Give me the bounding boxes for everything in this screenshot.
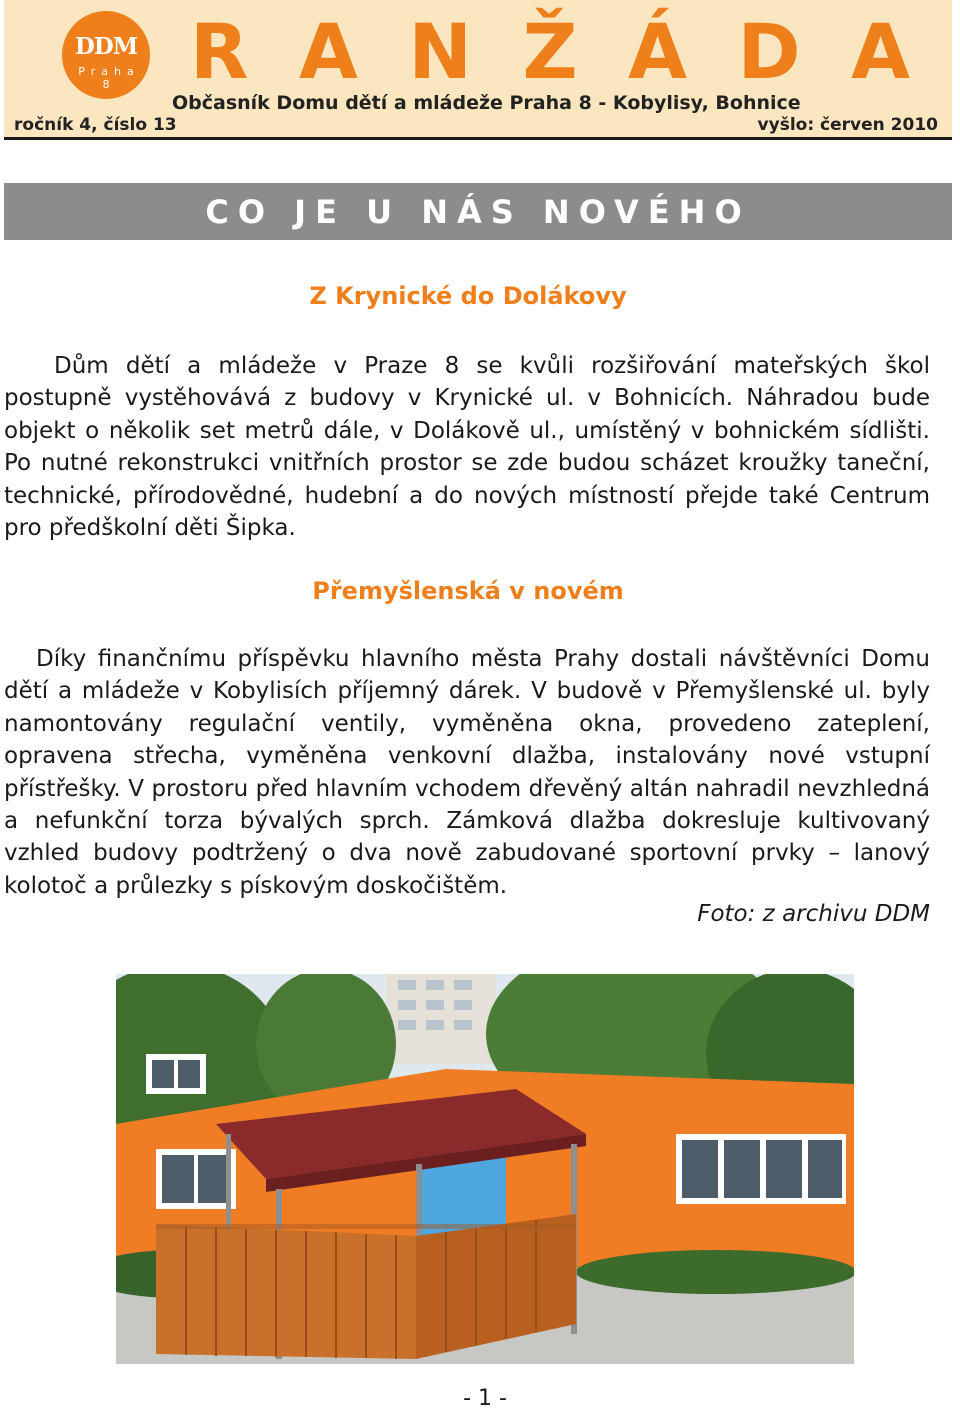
- title-letter: N: [408, 7, 472, 96]
- building-photo: [116, 974, 854, 1364]
- title-letter: A: [851, 7, 910, 96]
- logo-subtext: Praha 8: [78, 65, 140, 91]
- newsletter-subtitle: Občasník Domu dětí a mládeže Praha 8 - Kobylisy, Bohnice: [172, 92, 801, 114]
- title-letter: Ž: [522, 7, 578, 96]
- logo-text: DDM: [74, 33, 138, 60]
- newsletter-title: [190, 7, 910, 96]
- article-heading-premyslenska: Přemyšlenská v novém: [312, 577, 624, 605]
- photo-credit: Foto: z archivu DDM: [697, 901, 930, 927]
- masthead: [4, 0, 952, 140]
- publication-date: vyšlo: červen 2010: [757, 115, 938, 135]
- ddm-logo[interactable]: [62, 11, 150, 99]
- section-header: [4, 183, 952, 240]
- title-letter: D: [737, 7, 801, 96]
- title-letter: R: [190, 7, 249, 96]
- title-letter: A: [299, 7, 358, 96]
- article-body-premyslenska: Díky finančnímu příspěvku hlavního města Prahy dostali návštěvníci Domu dětí a mládeže v Kobylisích příjemný dárek. V budově v Přemyšlenské ul. byly namontovány regulační ventily, vyměněna okna, provedeno zateplení, opravena střecha, vyměněna venkovní dlažba, instalovány nové vstupní přístřešky. V prostoru před hlavním vchodem dřevěný altán nahradil nevzhledná a nefunkční torza bývalých sprch. Zámková dlažba dokresluje kultivovaný vzhled budovy podtržený o dva nově zabudované sportovní prvky – lanový kolotoč a průlezky s pískovým doskočištěm.: [4, 646, 930, 899]
- page-number: - 1 -: [463, 1386, 507, 1411]
- article-body-krynicka: Dům dětí a mládeže v Praze 8 se kvůli rozšiřování mateřských škol postupně vystěhovává z budovy v Krynické ul. v Bohnicích. Náhradou bude objekt o několik set metrů dále, v Dolákově ul., umístěný v bohnickém sídlišti. Po nutné rekonstrukci vnitřních prostor se zde budou scházet kroužky taneční, technické, přírodovědné, hudební a do nových místností přejde také Centrum pro předškolní děti Šipka.: [4, 353, 930, 542]
- section-title: CO JE U NÁS NOVÉHO: [205, 192, 751, 231]
- issue-number: ročník 4, číslo 13: [14, 115, 177, 135]
- article-heading-krynicka: Z Krynické do Dolákovy: [309, 282, 627, 310]
- title-letter: Á: [628, 7, 687, 96]
